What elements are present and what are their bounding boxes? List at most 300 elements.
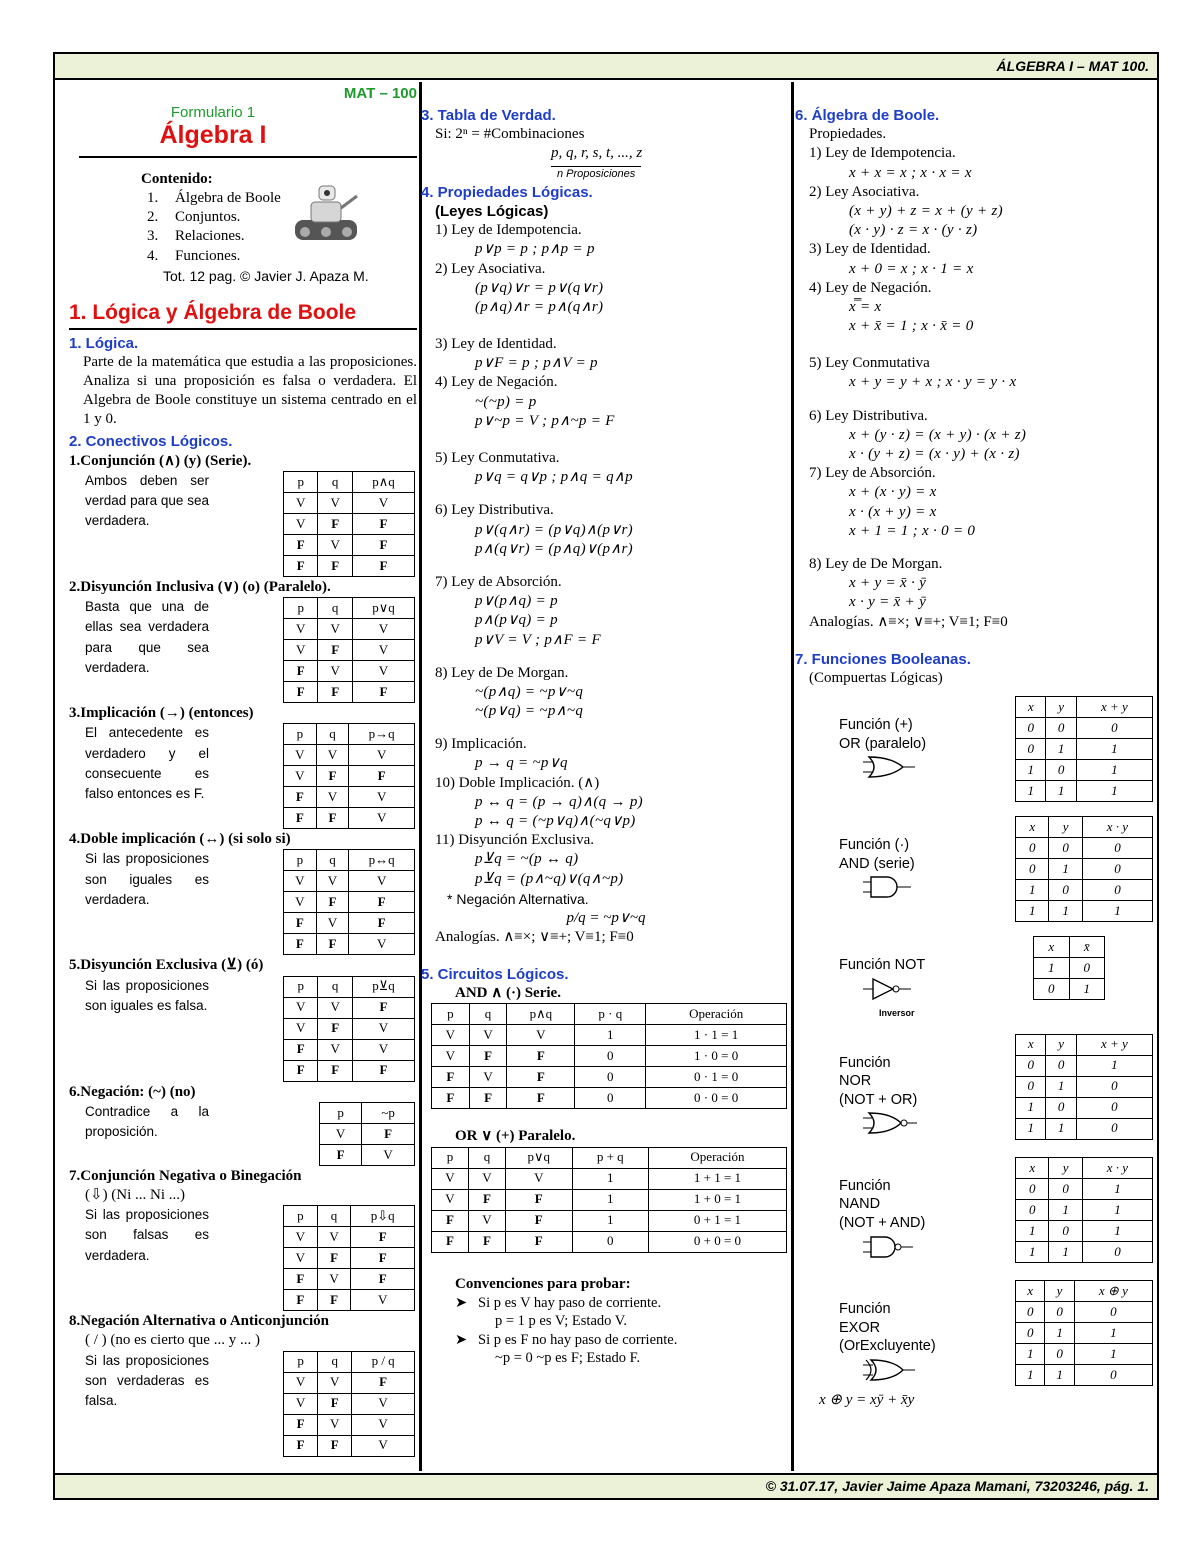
table-cell: 1 xyxy=(1016,1220,1049,1241)
table-cell: F xyxy=(349,892,415,913)
table-cell: V xyxy=(316,871,349,892)
gate-label: (NOT + OR) xyxy=(839,1091,918,1108)
table-row xyxy=(320,1123,415,1144)
table-header-cell: q xyxy=(469,1004,507,1025)
conectivo-row xyxy=(69,849,417,955)
table-header-cell: x xyxy=(1034,937,1070,958)
law-formula: p∨V = V ; p∧F = F xyxy=(475,631,601,648)
xor-gate-icon xyxy=(863,1356,923,1384)
table-cell: 1 xyxy=(1016,781,1046,802)
table-cell: F xyxy=(352,682,414,703)
law-name: 1) Ley de Idempotencia. xyxy=(809,145,956,162)
table-header-cell: ~p xyxy=(362,1102,415,1123)
table-cell: 1 xyxy=(1016,880,1049,901)
conectivo-row xyxy=(69,1205,417,1311)
table-cell: V xyxy=(432,1168,469,1189)
gate-truth-table xyxy=(1015,1157,1153,1263)
gate-label: NAND xyxy=(839,1196,881,1213)
table-row xyxy=(1016,1302,1153,1323)
table-cell: V xyxy=(284,1393,318,1414)
table-row xyxy=(1034,979,1105,1000)
conectivo-desc: Si las proposiciones son verdaderas es falsa. xyxy=(85,1352,209,1409)
or-label: OR ∨ (+) Paralelo. xyxy=(455,1128,576,1145)
law-name: 6) Ley Distributiva. xyxy=(809,407,928,424)
table-cell: 0 xyxy=(1049,1220,1082,1241)
table-row xyxy=(1034,958,1105,979)
table-header-row xyxy=(1016,1157,1153,1178)
table-cell: 1 xyxy=(1046,739,1076,760)
conectivo-title: 5.Disyunción Exclusiva (⊻) (ó) xyxy=(69,957,264,974)
exor-formula: x ⊕ y = xȳ + x̄y xyxy=(819,1392,915,1409)
table-row xyxy=(1016,1076,1153,1097)
conectivo-row xyxy=(69,597,417,703)
table-cell: 1 xyxy=(1045,1365,1074,1386)
table-cell: 1 xyxy=(1016,1097,1046,1118)
table-cell: F xyxy=(316,934,349,955)
table-row xyxy=(284,555,415,576)
table-cell: 0 xyxy=(1082,880,1152,901)
table-cell: 1 xyxy=(1076,1055,1152,1076)
table-cell: 1 xyxy=(1016,760,1046,781)
truth-table xyxy=(283,471,415,577)
gate-label: Función xyxy=(839,1301,891,1318)
table-cell: V xyxy=(349,808,415,829)
table-cell: F xyxy=(320,1144,362,1165)
table-row xyxy=(284,1227,415,1248)
table-cell: V xyxy=(318,1414,352,1435)
table-cell: F xyxy=(316,892,349,913)
table-row xyxy=(284,745,415,766)
table-cell: F xyxy=(469,1088,507,1109)
gate-label-block xyxy=(795,696,985,787)
table-header-row xyxy=(432,1004,787,1025)
conectivo-subtitle: (⇩) (Ni ... Ni ...) xyxy=(85,1187,186,1204)
table-header-cell: x xyxy=(1016,1034,1046,1055)
table-header-row xyxy=(1034,937,1105,958)
law-formula: x · (y + z) = (x · y) + (x · z) xyxy=(849,446,1020,462)
table-cell: V xyxy=(352,640,414,661)
table-cell: V xyxy=(349,934,415,955)
table-cell: F xyxy=(284,934,317,955)
table-cell: 1 xyxy=(575,1025,646,1046)
law-formula: x + x̄ = 1 ; x · x̄ = 0 xyxy=(849,318,974,335)
truth-table xyxy=(283,597,415,703)
law-name: 2) Ley Asociativa. xyxy=(809,183,920,200)
table-cell: F xyxy=(432,1067,470,1088)
table-header-cell: x + y xyxy=(1076,697,1152,718)
table-cell: F xyxy=(432,1088,470,1109)
table-header-row xyxy=(1016,1034,1153,1055)
table-header-row xyxy=(1016,817,1153,838)
table-cell: 0 xyxy=(1049,880,1082,901)
table-cell: V xyxy=(284,513,318,534)
cover-title: Álgebra I xyxy=(159,121,267,150)
table-row xyxy=(284,934,415,955)
table-cell: 1 xyxy=(1074,1323,1152,1344)
table-cell: 1 xyxy=(1082,1199,1152,1220)
table-cell: 0 xyxy=(1074,1302,1152,1323)
alt-label: * Negación Alternativa. xyxy=(447,890,589,907)
table-cell: 1 xyxy=(1016,1365,1045,1386)
table-cell: F xyxy=(284,1269,318,1290)
table-cell: V xyxy=(349,787,415,808)
conectivo-title: 7.Conjunción Negativa o Binegación xyxy=(69,1167,302,1184)
table-row xyxy=(284,1372,415,1393)
table-cell: V xyxy=(468,1210,505,1231)
law-name: 6) Ley Distributiva. xyxy=(435,502,554,519)
table-cell: 1 xyxy=(1082,1220,1152,1241)
table-header-cell: p · q xyxy=(575,1004,646,1025)
table-row xyxy=(284,682,415,703)
table-cell: F xyxy=(432,1231,469,1252)
table-cell: 1 xyxy=(1082,901,1152,922)
table-cell: 0 xyxy=(1069,958,1105,979)
law-formula: x + (x · y) = x xyxy=(849,484,937,501)
table-row xyxy=(1016,1220,1153,1241)
table-header-cell: p∧q xyxy=(507,1004,575,1025)
table-cell: F xyxy=(284,787,317,808)
contents-number: 2. xyxy=(147,209,159,226)
propiedades-laws xyxy=(421,221,791,889)
table-cell: F xyxy=(284,555,318,576)
section-heading: 2. Conectivos Lógicos. xyxy=(69,432,233,450)
table-header-cell: q xyxy=(318,471,352,492)
gate-truth-table xyxy=(1015,816,1153,922)
table-header-cell: p→q xyxy=(349,724,415,745)
law-formula: ~(~p) = p xyxy=(475,393,537,410)
table-cell: F xyxy=(351,1227,415,1248)
tabla-line: Si: 2ⁿ = #Combinaciones xyxy=(435,126,585,143)
table-header-row xyxy=(432,1147,787,1168)
conectivo-item xyxy=(69,704,417,829)
table-cell: V xyxy=(284,1372,318,1393)
table-row xyxy=(1016,1178,1153,1199)
table-header-cell: p xyxy=(284,1206,318,1227)
law-name: 1) Ley de Idempotencia. xyxy=(435,222,582,239)
analogias: Analogías. ∧≡×; ∨≡+; V≡1; F≡0 xyxy=(435,928,634,945)
contents-label: Contenido: xyxy=(141,170,213,187)
table-header-cell: y xyxy=(1046,697,1076,718)
conectivo-item xyxy=(69,452,417,577)
table-cell: V xyxy=(469,1067,507,1088)
table-row xyxy=(284,1393,415,1414)
conectivo-title: 4.Doble implicación (↔) (si solo si) xyxy=(69,831,291,848)
table-header-cell: x · y xyxy=(1082,817,1152,838)
law-name: 5) Ley Conmutativa. xyxy=(435,450,560,466)
table-row xyxy=(432,1189,787,1210)
conectivo-title: 1.Conjunción (∧) (y) (Serie). xyxy=(69,452,252,469)
table-header-cell: p⊻q xyxy=(352,976,414,997)
table-header-row xyxy=(1016,1281,1153,1302)
table-cell: F xyxy=(318,1435,352,1456)
conectivo-subtitle: ( / ) (no es cierto que ... y ... ) xyxy=(85,1332,260,1349)
table-cell: V xyxy=(432,1046,470,1067)
table-cell: 1 xyxy=(572,1189,648,1210)
table-cell: F xyxy=(284,1060,318,1081)
table-cell: F xyxy=(507,1067,575,1088)
table-cell: 1 xyxy=(1049,901,1082,922)
conventions: ➤ Si p es V hay paso de corriente. p = 1 p es V; Estado V. ➤ Si p es F no hay paso de corriente. ~p = 0 ~p es F; Estado F. xyxy=(455,1294,678,1367)
nor-gate-icon xyxy=(863,1109,923,1137)
law-formula: p∨p = p ; p∧p = p xyxy=(475,241,595,258)
table-cell: F xyxy=(316,766,349,787)
table-header-cell: y xyxy=(1049,817,1082,838)
table-cell: F xyxy=(352,1372,415,1393)
gate-label-block xyxy=(795,1034,985,1143)
table-header-cell: q xyxy=(317,1206,351,1227)
law-formula: p∧(q∨r) = (p∧q)∨(p∧r) xyxy=(475,540,633,557)
column-left xyxy=(69,84,417,1468)
table-cell: F xyxy=(284,1290,318,1311)
table-row xyxy=(1016,880,1153,901)
section-heading: 5. Circuitos Lógicos. xyxy=(421,966,569,984)
table-cell: 0 xyxy=(1016,859,1049,880)
table-header-row xyxy=(284,471,415,492)
table-cell: 1 xyxy=(1049,1241,1082,1262)
conectivo-title: 3.Implicación (→) (entonces) xyxy=(69,705,254,722)
gate-label: (OrExcluyente) xyxy=(839,1338,936,1355)
table-cell: 1 xyxy=(1016,1118,1046,1139)
table-cell: V xyxy=(284,1018,318,1039)
law-formula: p∨q = q∨p ; p∧q = q∧p xyxy=(475,469,633,486)
gate-label: Función xyxy=(839,1177,891,1194)
table-cell: 0 xyxy=(1016,1199,1049,1220)
table-cell: 0 xyxy=(1082,1241,1152,1262)
conectivo-desc: Ambos deben ser verdad para que sea verdadera. xyxy=(85,472,209,529)
table-cell: 0 · 0 = 0 xyxy=(646,1088,787,1109)
law-formula: (p∨q)∨r = p∨(q∨r) xyxy=(475,279,604,296)
conectivo-row xyxy=(69,471,417,577)
table-cell: V xyxy=(507,1025,575,1046)
table-cell: 0 xyxy=(1034,979,1070,1000)
table-header-cell: x ⊕ y xyxy=(1074,1281,1152,1302)
conectivo-desc: Si las proposiciones son iguales es verdadera. xyxy=(85,851,209,907)
table-cell: F xyxy=(317,1248,351,1269)
table-cell: F xyxy=(507,1088,575,1109)
table-cell: 0 xyxy=(1082,838,1152,859)
table-cell: F xyxy=(316,808,349,829)
table-cell: F xyxy=(432,1210,469,1231)
table-cell: 0 xyxy=(1016,838,1049,859)
law-name: 3) Ley de Identidad. xyxy=(435,336,557,353)
table-header-cell: q xyxy=(316,724,349,745)
table-cell: F xyxy=(352,997,414,1018)
table-header-cell: Operación xyxy=(648,1147,786,1168)
table-cell: F xyxy=(318,682,352,703)
law-formula: x + x = x ; x · x = x xyxy=(849,164,972,181)
table-cell: 0 + 1 = 1 xyxy=(648,1210,786,1231)
conv-title: Convenciones para probar: xyxy=(455,1275,631,1292)
table-cell: V xyxy=(352,1393,415,1414)
contents-number: 4. xyxy=(147,247,159,264)
law-formula: p∨(q∧r) = (p∨q)∧(p∨r) xyxy=(475,521,633,538)
law-formula: ~(p∧q) = ~p∨~q xyxy=(475,683,584,700)
gate-row xyxy=(795,1157,1155,1266)
conectivo-desc: Basta que una de ellas sea verdadera para que sea verdadera. xyxy=(85,599,209,675)
gate-truth-table xyxy=(1033,936,1105,1000)
table-cell: 0 xyxy=(1049,1178,1082,1199)
table-cell: V xyxy=(349,745,415,766)
table-cell: 1 xyxy=(1016,1344,1045,1365)
table-cell: F xyxy=(284,1039,318,1060)
table-cell: 0 xyxy=(1016,718,1046,739)
law-formula: (p∧q)∧r = p∧(q∧r) xyxy=(475,298,604,315)
or-table xyxy=(431,1147,787,1253)
conectivo-item xyxy=(69,830,417,955)
law-formula: x · y = x̄ + ȳ xyxy=(849,594,927,611)
table-row xyxy=(1016,718,1153,739)
gate-truth-table xyxy=(1015,1280,1153,1386)
truth-table xyxy=(283,976,415,1082)
conectivo-row xyxy=(69,976,417,1082)
table-header-cell: y xyxy=(1046,1034,1076,1055)
table-cell: F xyxy=(349,766,415,787)
table-cell: V xyxy=(284,640,318,661)
table-cell: V xyxy=(316,745,349,766)
table-row xyxy=(432,1067,787,1088)
conectivo-desc: Si las proposiciones son iguales es falsa. xyxy=(85,977,209,1013)
table-cell: V xyxy=(284,492,318,513)
table-cell: 1 xyxy=(572,1210,648,1231)
table-header-cell: q xyxy=(468,1147,505,1168)
table-cell: 1 xyxy=(1074,1344,1152,1365)
table-cell: F xyxy=(352,534,414,555)
law-formula: ~(p∨q) = ~p∧~q xyxy=(475,703,584,720)
table-row xyxy=(1016,1323,1153,1344)
table-cell: 1 · 1 = 1 xyxy=(646,1025,787,1046)
table-header-cell: p xyxy=(284,976,318,997)
table-cell: V xyxy=(352,1018,414,1039)
law-formula: p∨F = p ; p∧V = p xyxy=(475,355,598,372)
law-formula: (x + y) + z = x + (y + z) xyxy=(849,202,1003,219)
table-cell: 0 xyxy=(1046,1097,1076,1118)
table-cell: V xyxy=(318,997,352,1018)
law-name: 7) Ley de Absorción. xyxy=(435,573,562,590)
section-heading: 4. Propiedades Lógicas. xyxy=(421,183,593,201)
table-cell: V xyxy=(352,1435,415,1456)
gate-label: Función xyxy=(839,1054,891,1071)
table-cell: 1 xyxy=(1045,1323,1074,1344)
table-header-cell: p xyxy=(432,1147,469,1168)
table-header-cell: p xyxy=(284,471,318,492)
table-row xyxy=(284,1060,415,1081)
contents-list xyxy=(141,189,417,266)
contents-block xyxy=(69,170,417,266)
table-row xyxy=(1016,901,1153,922)
table-header-cell: x xyxy=(1016,817,1049,838)
table-row xyxy=(1016,1241,1153,1262)
law-name: 4) Ley de Negación. xyxy=(809,279,932,296)
table-row xyxy=(284,640,415,661)
conectivo-item xyxy=(69,956,417,1081)
table-row xyxy=(284,513,415,534)
table-row xyxy=(1016,859,1153,880)
chapter-title: 1. Lógica y Álgebra de Boole xyxy=(69,300,417,330)
table-cell: 0 xyxy=(1016,1302,1045,1323)
table-header-cell: p∧q xyxy=(352,471,414,492)
law-formula: p⊻q = ~(p ↔ q) xyxy=(475,851,579,868)
table-header-cell: Operación xyxy=(646,1004,787,1025)
gate-label: Función NOT xyxy=(839,957,926,974)
table-cell: V xyxy=(317,1227,351,1248)
law-formula: p∨(p∧q) = p xyxy=(475,593,558,610)
table-cell: V xyxy=(318,661,352,682)
table-row xyxy=(1016,1055,1153,1076)
table-cell: V xyxy=(320,1123,362,1144)
law-name: 11) Disyunción Exclusiva. xyxy=(435,832,595,849)
contents-item xyxy=(141,189,417,208)
gate-label-block xyxy=(795,936,985,1020)
table-cell: V xyxy=(318,619,352,640)
table-cell: 1 xyxy=(1034,958,1070,979)
section-heading: 7. Funciones Booleanas. xyxy=(795,650,971,668)
table-header-cell: x xyxy=(1016,697,1046,718)
gate-label: Función (+) xyxy=(839,717,913,734)
table-row xyxy=(1016,760,1153,781)
conectivo-desc: Contradice a la proposición. xyxy=(85,1103,209,1140)
law-formula: x̿ = x xyxy=(849,298,882,315)
logica-text: Parte de la matemática que estudia a las proposiciones. Analiza si una proposición es falsa o verdadera. El Algebra de Boole constituye un sistema centrado en el 1 y 0. xyxy=(83,353,417,428)
conectivo-title: 2.Disyunción Inclusiva (∨) (o) (Paralelo). xyxy=(69,578,331,595)
law-name: 9) Implicación. xyxy=(435,736,527,753)
table-cell: F xyxy=(317,1290,351,1311)
table-cell: 1 xyxy=(1046,1118,1076,1139)
table-cell: V xyxy=(351,1290,415,1311)
table-cell: F xyxy=(505,1189,572,1210)
table-cell: F xyxy=(284,808,317,829)
table-header-cell: x · y xyxy=(1082,1157,1152,1178)
table-cell: F xyxy=(318,1060,352,1081)
table-cell: 0 xyxy=(1045,1344,1074,1365)
table-cell: V xyxy=(362,1144,415,1165)
table-row xyxy=(1016,1199,1153,1220)
gate-label: EXOR xyxy=(839,1319,881,1336)
conectivo-row xyxy=(69,723,417,829)
truth-table xyxy=(319,1102,415,1166)
conectivo-title: 6.Negación: (~) (no) xyxy=(69,1083,196,1100)
law-formula: p → q = ~p∨q xyxy=(475,755,568,772)
funciones-sub: (Compuertas Lógicas) xyxy=(809,669,943,686)
table-cell: 1 xyxy=(1046,781,1076,802)
table-cell: 0 xyxy=(575,1046,646,1067)
law-name: 4) Ley de Negación. xyxy=(435,374,558,391)
table-cell: 0 xyxy=(1076,1097,1152,1118)
law-formula: (x · y) · z = x · (y · z) xyxy=(849,222,978,239)
table-header-cell: q xyxy=(318,598,352,619)
table-row xyxy=(1016,739,1153,760)
gate-row xyxy=(795,936,1155,1020)
table-header-cell: x xyxy=(1016,1281,1045,1302)
table-row xyxy=(432,1231,787,1252)
table-cell: 0 xyxy=(1076,1076,1152,1097)
table-row xyxy=(284,1269,415,1290)
law-formula: x + y = x̄ · ȳ xyxy=(849,575,927,592)
table-row xyxy=(432,1025,787,1046)
gate-row xyxy=(795,1280,1155,1389)
conectivo-row xyxy=(69,1351,417,1457)
table-cell: F xyxy=(284,1414,318,1435)
table-row xyxy=(1016,1344,1153,1365)
table-cell: V xyxy=(469,1025,507,1046)
table-cell: V xyxy=(432,1025,470,1046)
table-header-row xyxy=(284,1351,415,1372)
propiedades-sub: (Leyes Lógicas) xyxy=(435,202,549,220)
table-cell: F xyxy=(284,913,317,934)
table-row xyxy=(284,871,415,892)
table-cell: F xyxy=(318,1393,352,1414)
table-cell: 1 xyxy=(1046,1076,1076,1097)
table-cell: 0 xyxy=(1076,718,1152,739)
